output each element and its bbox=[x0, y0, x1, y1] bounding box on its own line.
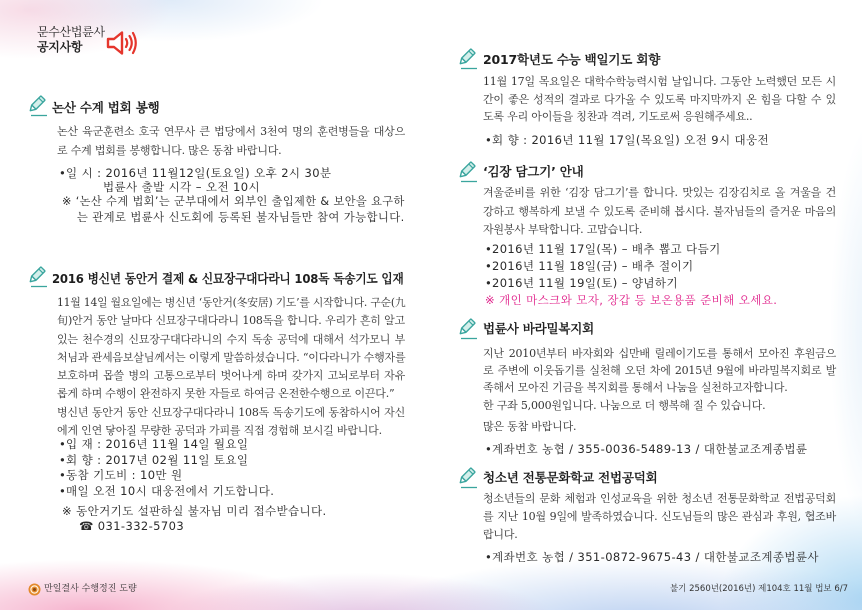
body-line: 논산 육군훈련소 호국 연무사 큰 법당에서 3천여 명의 훈련병들을 대상으 bbox=[57, 125, 405, 138]
issue-info: 불기 2560년(2016년) 제104호 11월 법보 6/7 bbox=[669, 584, 848, 594]
footer-motto: 만일결사 수행정진 도량 bbox=[44, 584, 137, 594]
body-line: 도록 우리 아이들을 칭찬과 격려, 기도로써 응원해주세요.. bbox=[483, 110, 753, 123]
list-item: • 일 시 : 2016년 11월12일(토요일) 오후 2시 30분 bbox=[59, 166, 405, 181]
section-list bbox=[485, 441, 840, 457]
pencil-icon bbox=[26, 95, 48, 117]
list-item: • 회 향 : 2017년 02월 11일 토요일 bbox=[59, 453, 405, 469]
pencil-icon bbox=[456, 318, 478, 340]
body-line: 족해서 모아진 기금을 복지회를 통해서 나눔을 실천하고자합니다. bbox=[483, 381, 788, 395]
section-list bbox=[485, 241, 840, 292]
section-list bbox=[59, 166, 405, 181]
list-item-continuation: 법륜사 출발 시각 – 오전 10시 bbox=[103, 180, 260, 194]
list-item: • 매일 오전 10시 대웅전에서 기도합니다. bbox=[59, 484, 405, 500]
temple-name: 문수산법륜사 bbox=[37, 25, 105, 39]
body-line: 랍니다. bbox=[483, 528, 518, 541]
note-line: 는 관계로 법륜사 신도회에 등록된 불자님들만 참여 가능합니다. bbox=[76, 210, 405, 224]
section-body bbox=[483, 345, 836, 414]
body-line: 한 구좌 5,000원입니다. 나눔으로 더 행복해 질 수 있습니다. bbox=[483, 398, 766, 412]
body-line: 병신년 동안거 동안 신묘장구대다라니 108독 독송기도에 동참하시어 자신 bbox=[57, 405, 405, 419]
body-line: 를 지난 10월 9일에 발족하였습니다. 신도님들의 많은 관심과 후원, 협조바 bbox=[483, 510, 836, 523]
list-item: • 2016년 11월 19일(토) – 양념하기 bbox=[485, 275, 840, 292]
section-body bbox=[483, 184, 836, 240]
body-line: 처님과 관세음보살님께서는 이렇게 말씀하셨습니다. “이다라니가 수행자를 bbox=[57, 350, 406, 364]
note-line: ※ ‘논산 수계 법회’는 군부대에서 외부인 출입제한 & 보안을 요구하 bbox=[62, 194, 405, 208]
section-body bbox=[57, 294, 405, 440]
body-line: 겨울준비를 위한 ‘김장 담그기’를 합니다. 맛있는 김장김치로 올 겨울을 건 bbox=[483, 186, 836, 199]
body-line: 로 주변에 이웃돕기를 실천해 오던 차에 2015년 9월에 바라밀복지회로 발 bbox=[483, 364, 836, 378]
closing-line: 많은 동참 바랍니다. bbox=[483, 420, 577, 433]
section-list bbox=[485, 549, 840, 565]
section-note: ※ 개인 마스크와 모자, 장갑 등 보온용품 준비해 오세요. bbox=[485, 293, 778, 307]
list-item: • 회 향 : 2016년 11월 17일(목요일) 오전 9시 대웅전 bbox=[485, 133, 840, 148]
body-line: 지난 2010년부터 바자회와 십만배 릴레이기도를 통해서 모아진 후원금으 bbox=[483, 347, 836, 360]
body-line: 있는 천수경의 신묘장구대다라니의 수지 독송 공덕에 대해서 석가모니 부 bbox=[57, 332, 405, 346]
section-body bbox=[483, 490, 836, 544]
list-item: • 계좌번호 농협 / 355-0036-5489-13 / 대한불교조계종법륜 bbox=[485, 441, 840, 457]
section-title: 2016 병신년 동안거 결제 & 신묘장구대다라니 108독 독송기도 입재 bbox=[52, 271, 404, 286]
speaker-icon bbox=[105, 29, 139, 57]
section-title: 2017학년도 수능 백일기도 회향 bbox=[483, 52, 661, 67]
section-list bbox=[485, 133, 840, 148]
body-line: 롭게 하며 수행이 완전하지 못한 자들로 하여금 온전한수행으로 이끈다.” bbox=[57, 387, 395, 401]
section-body bbox=[483, 73, 836, 126]
body-line: 간이 좋은 성적의 결과로 다가올 수 있도록 마지막까지 온 힘을 다할 수 있 bbox=[483, 92, 836, 106]
dharma-emblem-icon bbox=[28, 583, 41, 596]
section-title: 청소년 전통문화학교 전법공덕회 bbox=[483, 470, 658, 485]
pencil-icon bbox=[26, 266, 48, 288]
body-line: 로 수계 법회를 봉행합니다. 많은 동참 바랍니다. bbox=[57, 144, 282, 157]
body-line: 11월 17일 목요일은 대학수학능력시험 날입니다. 그동안 노력했던 모든 시 bbox=[483, 75, 836, 88]
body-line: 11월 14일 월요일에는 병신년 ‘동안거(冬安居) 기도’를 시작합니다. 구순(九 bbox=[57, 296, 406, 309]
list-item: • 계좌번호 농협 / 351-0872-9675-43 / 대한불교조계종법륜사 bbox=[485, 549, 840, 565]
list-item: • 2016년 11월 17일(목) – 배추 뽑고 다듬기 bbox=[485, 241, 840, 258]
section-note: ※ 동안거기도 설판하실 불자님 미리 접수받습니다. bbox=[62, 504, 327, 518]
pencil-icon bbox=[456, 48, 478, 70]
body-line: 旬)안거 동안 날마다 신묘장구대다라니 108독을 합니다. 우리가 흔히 알고 bbox=[57, 314, 405, 328]
section-title: 법륜사 바라밀복지회 bbox=[483, 321, 595, 336]
section-body bbox=[57, 122, 405, 160]
pencil-icon bbox=[456, 161, 478, 183]
phone-number: ☎ 031-332-5703 bbox=[79, 519, 185, 533]
body-line: 자원봉사 부탁합니다. 고맙습니다. bbox=[483, 223, 643, 236]
body-line: 에게 인연 닿아질 무량한 공덕과 가피를 직접 경험해 보시길 바랍니다. bbox=[57, 424, 382, 438]
body-line: 보호하며 몹쓸 병의 고통으로부터 벗어나게 하며 갖가지 고뇌로부터 자유 bbox=[57, 369, 405, 383]
body-line: 청소년들의 문화 체험과 인성교육을 위한 청소년 전통문화학교 전법공덕회 bbox=[483, 492, 836, 505]
list-item: • 2016년 11월 18일(금) – 배추 절이기 bbox=[485, 258, 840, 275]
section-title: ‘김장 담그기’ 안내 bbox=[483, 164, 584, 179]
list-item: • 동참 기도비 : 10만 원 bbox=[59, 468, 405, 484]
section-note bbox=[62, 193, 405, 225]
section-title: 논산 수계 법회 봉행 bbox=[52, 100, 160, 115]
section-list bbox=[59, 437, 405, 500]
list-item: • 입 재 : 2016년 11월 14일 월요일 bbox=[59, 437, 405, 453]
pencil-icon bbox=[456, 467, 478, 489]
body-line: 강하고 행복하게 보낼 수 있도록 준비해 봅시다. 불자님들의 즐거운 마음의 bbox=[483, 204, 836, 218]
page-title: 공지사항 bbox=[37, 40, 83, 54]
